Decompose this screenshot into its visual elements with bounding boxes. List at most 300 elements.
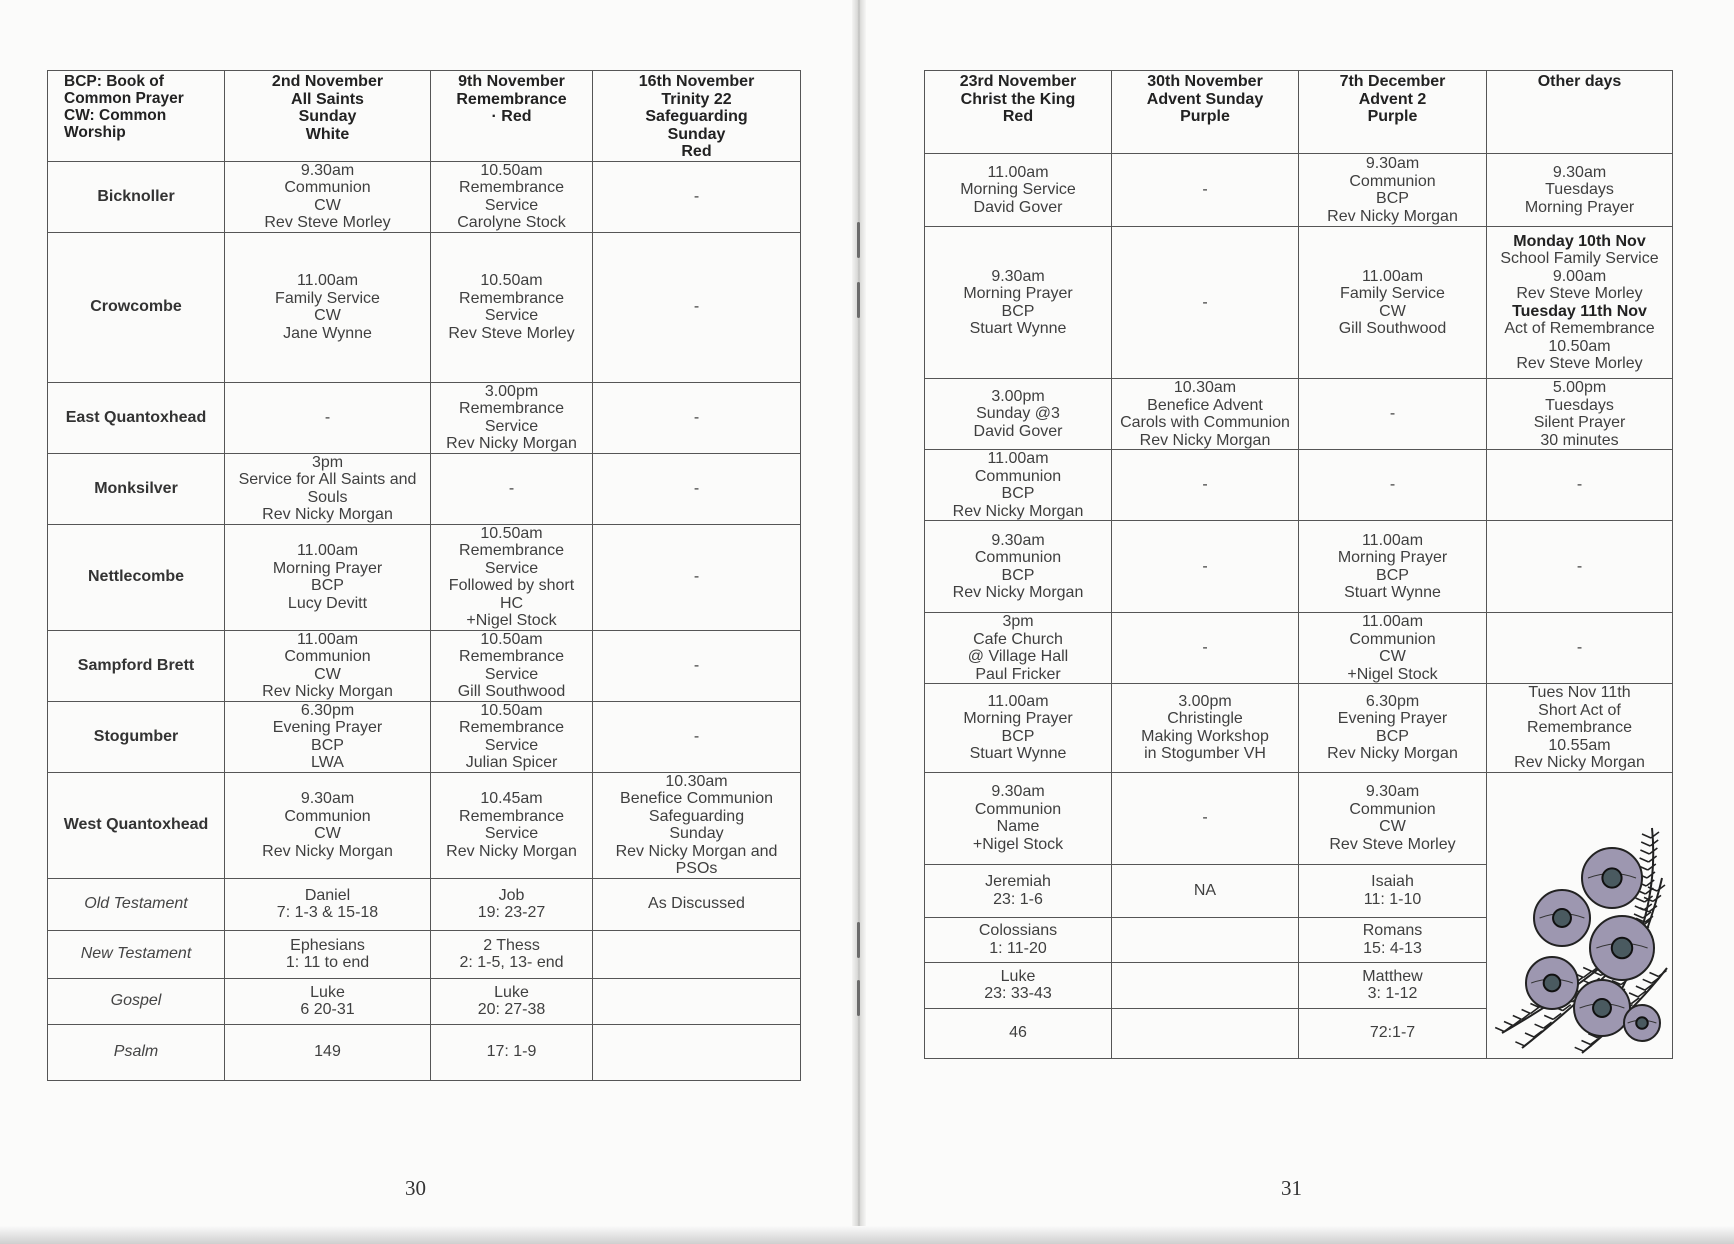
cell-line: 10.50am <box>480 701 543 719</box>
cell-line: BCP <box>1376 566 1409 584</box>
cell-line: Lucy Devitt <box>287 594 368 612</box>
table-row <box>48 524 801 630</box>
service-cell <box>593 232 801 382</box>
service-cell <box>1299 379 1487 450</box>
column-header <box>1112 71 1299 154</box>
cell-line: 11.00am <box>987 163 1049 181</box>
cell-line: Jane Wynne <box>283 324 372 342</box>
cell-line: 19: 23-27 <box>477 904 546 921</box>
cell-line: 1: 11-20 <box>989 939 1047 957</box>
cell-line: Rev Nicky Morgan <box>446 842 577 860</box>
cell-line: Family Service <box>275 289 380 307</box>
cell-line: - <box>1389 476 1396 494</box>
cell-line: 15: 4-13 <box>1363 939 1422 957</box>
column-header <box>1299 71 1487 154</box>
cell-line: Sunday <box>667 125 726 143</box>
cell-line: 10.50am <box>480 524 543 542</box>
right-header-row <box>925 71 1673 154</box>
service-cell <box>431 382 593 453</box>
cell-line: CW <box>1379 818 1406 835</box>
cell-line: David Gover <box>973 198 1063 216</box>
cell-line: Remembrance <box>459 289 564 307</box>
booklet-gutter <box>852 0 866 1244</box>
page-bottom-edge <box>0 1226 1734 1244</box>
service-cell <box>1112 613 1299 684</box>
table-row <box>925 154 1673 227</box>
cell-line: 20: 27-38 <box>477 1001 546 1018</box>
cell-line: 7th December <box>1339 73 1446 90</box>
cell-line: - <box>1576 639 1583 657</box>
cell-line: @ Village Hall <box>967 648 1069 665</box>
table-row <box>48 630 801 701</box>
cell-line: 11.00am <box>1361 531 1424 549</box>
service-cell <box>1487 154 1673 227</box>
left-header-row <box>48 71 801 162</box>
venue-name: Nettlecombe <box>48 524 225 630</box>
cell-line: Communion <box>1349 630 1436 648</box>
cell-line: 9.30am <box>991 267 1045 285</box>
reading-cell <box>431 878 593 930</box>
cell-line: Purple <box>1180 108 1230 125</box>
cell-line: Rev Nicky Morgan <box>446 435 577 452</box>
service-cell <box>1112 154 1299 227</box>
column-header <box>1487 71 1673 154</box>
service-cell <box>225 630 431 701</box>
cell-line: Stuart Wynne <box>969 320 1067 337</box>
cell-line: Sunday <box>298 108 357 125</box>
cell-line: Silent Prayer <box>1533 414 1626 431</box>
cell-line: 149 <box>314 1043 341 1061</box>
service-cell <box>1487 450 1673 521</box>
cell-line: 2: 1-5, 13- end <box>459 954 564 971</box>
cell-line: CW <box>314 825 341 842</box>
cell-line: Communion <box>284 807 371 825</box>
cell-line: BCP <box>1001 566 1035 584</box>
cell-line: Service <box>484 665 539 683</box>
service-cell <box>1112 379 1299 450</box>
cell-line: Sunday @3 <box>976 405 1060 423</box>
cell-line: Luke <box>310 983 345 1001</box>
service-cell <box>1299 154 1487 227</box>
service-cell <box>1299 227 1487 379</box>
service-cell <box>1299 521 1487 613</box>
service-cell <box>431 524 593 630</box>
cell-line: Service <box>484 417 539 435</box>
cell-line: Rev Nicky Morgan <box>952 584 1084 601</box>
cell-line: School Family Service <box>1500 250 1659 267</box>
cell-line: Christ the King <box>960 90 1076 108</box>
cell-line: - <box>1202 181 1208 199</box>
cell-line: Gill Southwood <box>457 683 566 700</box>
reading-cell <box>1299 1008 1487 1058</box>
cell-line: Rev Nicky Morgan <box>262 842 393 860</box>
cell-line: Job <box>498 886 525 904</box>
column-header <box>925 71 1112 154</box>
reading-cell <box>593 878 801 930</box>
cell-line: Service <box>484 196 539 214</box>
cell-line: Remembrance <box>1527 719 1632 736</box>
cell-line: Name <box>996 818 1040 835</box>
service-cell <box>1299 772 1487 864</box>
cell-line: BCP <box>311 577 344 594</box>
cell-line: Remembrance <box>459 542 564 559</box>
cell-line: 9.30am <box>1365 155 1420 172</box>
cell-line: Safeguarding <box>645 108 748 125</box>
service-cell <box>1299 613 1487 684</box>
cell-line: Communion <box>284 179 371 196</box>
reading-cell <box>925 1008 1112 1058</box>
cell-line: Communion <box>974 549 1062 566</box>
cell-line: CW <box>314 665 341 683</box>
cell-line: - <box>693 568 700 586</box>
cell-line: 10.50am <box>480 272 543 289</box>
cell-line: 6 20-31 <box>300 1001 355 1018</box>
cell-line: Rev Steve Morley <box>264 214 391 231</box>
service-cell <box>593 701 801 772</box>
cell-line: Rev Nicky Morgan <box>952 502 1084 520</box>
cell-line: BCP <box>1376 727 1409 745</box>
cell-line: Cafe Church <box>973 630 1063 648</box>
cell-line: Service <box>484 736 539 754</box>
cell-line: Evening Prayer <box>272 719 383 736</box>
cell-line: Rev Nicky Morgan and <box>615 842 778 860</box>
cell-line: Remembrance <box>459 648 564 665</box>
cell-line: - <box>1576 557 1583 575</box>
service-cell <box>593 382 801 453</box>
cell-line: Service for All Saints and <box>238 471 417 488</box>
cell-line: 3: 1-12 <box>1367 985 1418 1002</box>
cell-line: Rev Steve Morley <box>1516 285 1643 302</box>
cell-line: CW <box>1379 302 1406 320</box>
service-cell <box>1112 521 1299 613</box>
service-cell <box>1299 450 1487 521</box>
cell-line: 11.00am <box>987 450 1049 467</box>
cell-line: Remembrance <box>459 400 564 417</box>
reading-cell <box>225 930 431 978</box>
service-cell <box>593 161 801 232</box>
cell-line: Morning Prayer <box>1524 198 1635 216</box>
cell-line: BCP <box>311 736 344 754</box>
cell-line: Tuesday 11th Nov <box>1512 302 1647 320</box>
table-row <box>925 227 1673 379</box>
cell-line: 9.30am <box>1365 783 1420 800</box>
reading-row <box>48 1024 801 1080</box>
cell-line: 11.00am <box>296 272 359 289</box>
reading-cell <box>225 1024 431 1080</box>
cell-line: Communion <box>974 467 1062 485</box>
cell-line: 3.00pm <box>484 382 539 400</box>
cell-line: 3.00pm <box>1178 692 1232 710</box>
reading-label: Old Testament <box>48 878 225 930</box>
service-cell <box>225 453 431 524</box>
cell-line: Evening Prayer <box>1337 710 1448 728</box>
cell-line: Gill Southwood <box>1338 320 1447 337</box>
cell-line: PSOs <box>675 860 718 877</box>
cell-line: 10.30am <box>665 772 728 790</box>
cell-line: CW <box>314 196 341 214</box>
staple-mark <box>857 980 860 1016</box>
cell-line: HC <box>499 594 524 612</box>
cell-line: Rev Nicky Morgan <box>262 683 393 700</box>
reading-cell <box>225 978 431 1024</box>
cell-line: Morning Prayer <box>963 710 1073 728</box>
cell-line: 30 minutes <box>1540 431 1619 449</box>
cell-line: 10.45am <box>480 790 543 807</box>
cell-line: Rev Steve Morley <box>1329 835 1456 853</box>
cell-line: +Nigel Stock <box>972 835 1064 853</box>
cell-line: Benefice Advent <box>1147 396 1263 414</box>
service-cell <box>593 524 801 630</box>
reading-cell <box>431 1024 593 1080</box>
cell-line: Remembrance <box>459 179 564 196</box>
cell-line: 9th November <box>458 73 565 90</box>
service-cell <box>925 379 1112 450</box>
service-cell <box>1487 379 1673 450</box>
cell-line: Daniel <box>304 886 351 904</box>
cell-line: 7: 1-3 & 15-18 <box>276 904 379 921</box>
cell-line: 16th November <box>638 73 755 90</box>
cell-line: 10.55am <box>1548 736 1611 754</box>
service-cell <box>1112 772 1299 864</box>
service-cell <box>225 524 431 630</box>
staple-mark <box>857 922 860 958</box>
reading-cell <box>1112 917 1299 962</box>
cell-line: 9.30am <box>1552 163 1607 181</box>
reading-cell <box>1299 864 1487 917</box>
service-cell <box>925 521 1112 613</box>
service-cell <box>1487 227 1673 379</box>
table-row <box>48 232 801 382</box>
reading-cell <box>1299 917 1487 962</box>
cell-line: 10.50am <box>480 630 543 648</box>
cell-line: Communion <box>284 648 371 665</box>
cell-line: Stuart Wynne <box>1344 584 1441 601</box>
service-cell <box>431 453 593 524</box>
cell-line: Common Prayer <box>64 90 184 107</box>
cell-line: 9.30am <box>300 790 355 807</box>
cell-line: Rev Nicky Morgan <box>262 506 393 523</box>
cell-line: Rev Nicky Morgan <box>1327 745 1458 763</box>
service-cell <box>1487 521 1673 613</box>
reading-cell <box>1112 864 1299 917</box>
service-cell <box>925 450 1112 521</box>
cell-line: Purple <box>1367 108 1418 125</box>
venue-name: Stogumber <box>48 701 225 772</box>
cell-line: Jeremiah <box>985 873 1051 890</box>
cell-line: Luke <box>494 983 529 1001</box>
service-cell <box>225 232 431 382</box>
cell-line: - <box>1389 405 1396 423</box>
cell-line: Act of Remembrance <box>1504 320 1655 337</box>
cell-line: - <box>1202 809 1208 827</box>
column-header <box>593 71 801 162</box>
cell-line: LWA <box>311 754 344 771</box>
service-cell <box>225 701 431 772</box>
cell-line: All Saints <box>291 90 364 108</box>
cell-line: +Nigel Stock <box>1347 665 1438 683</box>
reading-cell <box>431 978 593 1024</box>
cell-line: BCP <box>1001 485 1035 502</box>
cell-line: Followed by short <box>448 577 575 594</box>
cell-line: BCP <box>1376 190 1409 207</box>
service-cell <box>1487 613 1673 684</box>
venue-name: Monksilver <box>48 453 225 524</box>
cell-line: 72:1-7 <box>1369 1024 1416 1042</box>
cell-line: Stuart Wynne <box>969 745 1067 763</box>
cell-line: Worship <box>64 124 126 141</box>
cell-line: Morning Prayer <box>963 285 1073 302</box>
cell-line: Red <box>681 143 712 160</box>
cell-line: 2 Thess <box>483 936 540 954</box>
table-row <box>48 453 801 524</box>
service-cell <box>431 161 593 232</box>
cell-line: 23: 1-6 <box>993 890 1043 908</box>
cell-line: As Discussed <box>648 895 745 913</box>
cell-line: Advent Sunday <box>1146 90 1264 108</box>
reading-row <box>48 878 801 930</box>
cell-line: Isaiah <box>1371 873 1414 890</box>
reading-cell <box>593 1024 801 1080</box>
cell-line: 9.30am <box>991 783 1045 800</box>
reading-cell <box>925 962 1112 1008</box>
page-number: 31 <box>1281 1176 1302 1200</box>
venue-name: Crowcombe <box>48 232 225 382</box>
service-cell <box>593 630 801 701</box>
poppy-flowers-icon <box>1492 808 1672 1058</box>
cell-line: Short Act of <box>1538 701 1621 719</box>
reading-cell <box>925 864 1112 917</box>
cell-line: Christingle <box>1167 710 1243 728</box>
reading-label: New Testament <box>48 930 225 978</box>
reading-cell <box>593 978 801 1024</box>
cell-line: - <box>1202 639 1208 657</box>
table-row <box>925 613 1673 684</box>
table-row <box>925 521 1673 613</box>
cell-line: Rev Steve Morley <box>1516 355 1643 372</box>
service-cell <box>225 161 431 232</box>
reading-label: Gospel <box>48 978 225 1024</box>
service-cell <box>431 772 593 878</box>
reading-row <box>48 978 801 1024</box>
poppy-illustration <box>1487 772 1673 1058</box>
column-header <box>225 71 431 162</box>
service-cell <box>431 701 593 772</box>
cell-line: Julian Spicer <box>465 754 558 771</box>
cell-line: - <box>508 479 515 497</box>
cell-line: 11.00am <box>296 542 359 559</box>
cell-line: Matthew <box>1362 967 1423 985</box>
service-cell <box>925 684 1112 773</box>
reading-cell <box>1112 962 1299 1008</box>
service-cell <box>1487 684 1673 773</box>
cell-line: 6.30pm <box>300 701 355 719</box>
cell-line: Remembrance <box>459 807 564 825</box>
cell-line: 9.00am <box>1552 267 1607 285</box>
service-cell <box>925 154 1112 227</box>
service-cell <box>593 453 801 524</box>
cell-line: 9.30am <box>991 531 1045 549</box>
table-row <box>48 701 801 772</box>
venue-name: West Quantoxhead <box>48 772 225 878</box>
cell-line: 10.50am <box>480 161 543 179</box>
cell-line: Service <box>484 825 539 842</box>
cell-line: - <box>693 479 700 497</box>
cell-line: Tuesdays <box>1545 181 1614 199</box>
service-cell <box>431 630 593 701</box>
cell-line: Communion <box>1349 800 1436 818</box>
cell-line: Remembrance <box>459 719 564 736</box>
service-cell <box>1112 227 1299 379</box>
staple-mark <box>857 222 860 258</box>
cell-line: 11.00am <box>987 692 1049 710</box>
cell-line: - <box>324 408 331 426</box>
cell-line: Romans <box>1362 922 1423 939</box>
service-cell <box>225 382 431 453</box>
table-row <box>925 450 1673 521</box>
reading-cell <box>1299 962 1487 1008</box>
cell-line: 6.30pm <box>1365 692 1420 710</box>
cell-line: 1: 11 to end <box>285 954 370 971</box>
cell-line: 10.50am <box>1548 337 1611 355</box>
cell-line: 23rd November <box>959 73 1077 90</box>
service-cell <box>1112 450 1299 521</box>
cell-line: White <box>305 125 350 143</box>
cell-line: Paul Fricker <box>975 665 1061 683</box>
cell-line: CW: Common <box>64 107 167 124</box>
table-row <box>48 161 801 232</box>
cell-line: CW <box>1379 648 1406 665</box>
cell-line: Other days <box>1537 73 1622 90</box>
cell-line: Monday 10th Nov <box>1513 232 1646 250</box>
cell-line: Ephesians <box>290 936 365 954</box>
legend-note <box>48 71 225 162</box>
cell-line: Red <box>1002 108 1034 125</box>
cell-line: - <box>693 408 700 426</box>
cell-line: Advent 2 <box>1358 90 1427 108</box>
cell-line: Carols with Communion <box>1120 414 1290 431</box>
cell-line: Benefice Communion <box>620 790 773 807</box>
table-row <box>925 772 1673 864</box>
cell-line: Making Workshop <box>1141 727 1269 745</box>
service-cell <box>925 772 1112 864</box>
cell-line: - <box>1202 476 1208 494</box>
cell-line: Carolyne Stock <box>457 214 566 231</box>
cell-line: Morning Prayer <box>1337 549 1448 566</box>
cell-line: Luke <box>1000 967 1036 985</box>
cell-line: Rev Steve Morley <box>448 324 575 342</box>
cell-line: BCP <box>1001 727 1035 745</box>
service-cell <box>431 232 593 382</box>
table-row <box>48 772 801 878</box>
cell-line: - <box>693 187 700 205</box>
page-number: 30 <box>405 1176 426 1200</box>
cell-line: Colossians <box>978 922 1058 939</box>
cell-line: 5.00pm <box>1552 379 1607 396</box>
service-cell <box>925 613 1112 684</box>
cell-line: 30th November <box>1147 73 1263 90</box>
cell-line: Trinity 22 <box>661 90 732 108</box>
cell-line: 11.00am <box>1361 267 1424 285</box>
reading-cell <box>593 930 801 978</box>
cell-line: Safeguarding <box>648 807 745 825</box>
column-header <box>431 71 593 162</box>
cell-line: Souls <box>307 488 348 506</box>
service-cell <box>593 772 801 878</box>
cell-line: in Stogumber VH <box>1144 745 1266 763</box>
right-service-table <box>924 70 1673 1059</box>
venue-name: Bicknoller <box>48 161 225 232</box>
reading-cell <box>431 930 593 978</box>
